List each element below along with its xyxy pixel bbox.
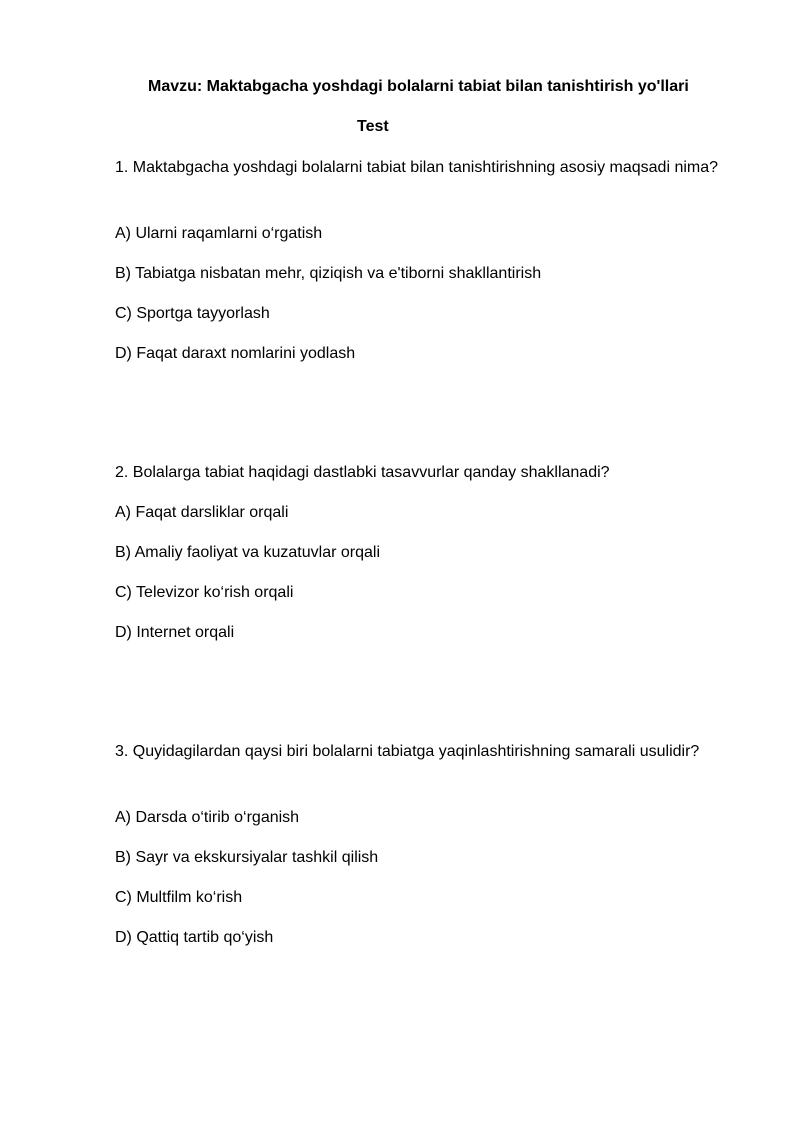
question-3-option-a: A) Darsda o‘tirib o‘rganish <box>115 809 300 826</box>
question-3-option-b: B) Sayr va ekskursiyalar tashkil qilish <box>115 849 379 866</box>
question-1-option-b: B) Tabiatga nisbatan mehr, qiziqish va e'tiborni shakllantirish <box>115 265 542 282</box>
document-subtitle: Test <box>357 118 389 135</box>
question-2-option-a: A) Faqat darsliklar orqali <box>115 504 289 521</box>
document-title: Mavzu: Maktabgacha yoshdagi bolalarni tabiat bilan tanishtirish yo'llari <box>148 78 689 95</box>
question-2-option-b: B) Amaliy faoliyat va kuzatuvlar orqali <box>115 544 380 561</box>
question-1-option-d: D) Faqat daraxt nomlarini yodlash <box>115 345 356 362</box>
question-1-option-a: A) Ularni raqamlarni o‘rgatish <box>115 225 323 242</box>
question-1-option-c: C) Sportga tayyorlash <box>115 305 270 322</box>
question-3-option-c: C) Multfilm ko‘rish <box>115 889 243 906</box>
question-2-option-d: D) Internet orqali <box>115 624 235 641</box>
question-2-text: 2. Bolalarga tabiat haqidagi dastlabki tasavvurlar qanday shakllanadi? <box>115 464 610 481</box>
question-2-option-c: C) Televizor ko‘rish orqali <box>115 584 294 601</box>
question-3-text: 3. Quyidagilardan qaysi biri bolalarni tabiatga yaqinlashtirishning samarali usulidir? <box>115 743 700 760</box>
question-3-option-d: D) Qattiq tartib qo‘yish <box>115 929 274 946</box>
question-1-text: 1. Maktabgacha yoshdagi bolalarni tabiat bilan tanishtirishning asosiy maqsadi nima? <box>115 159 719 176</box>
